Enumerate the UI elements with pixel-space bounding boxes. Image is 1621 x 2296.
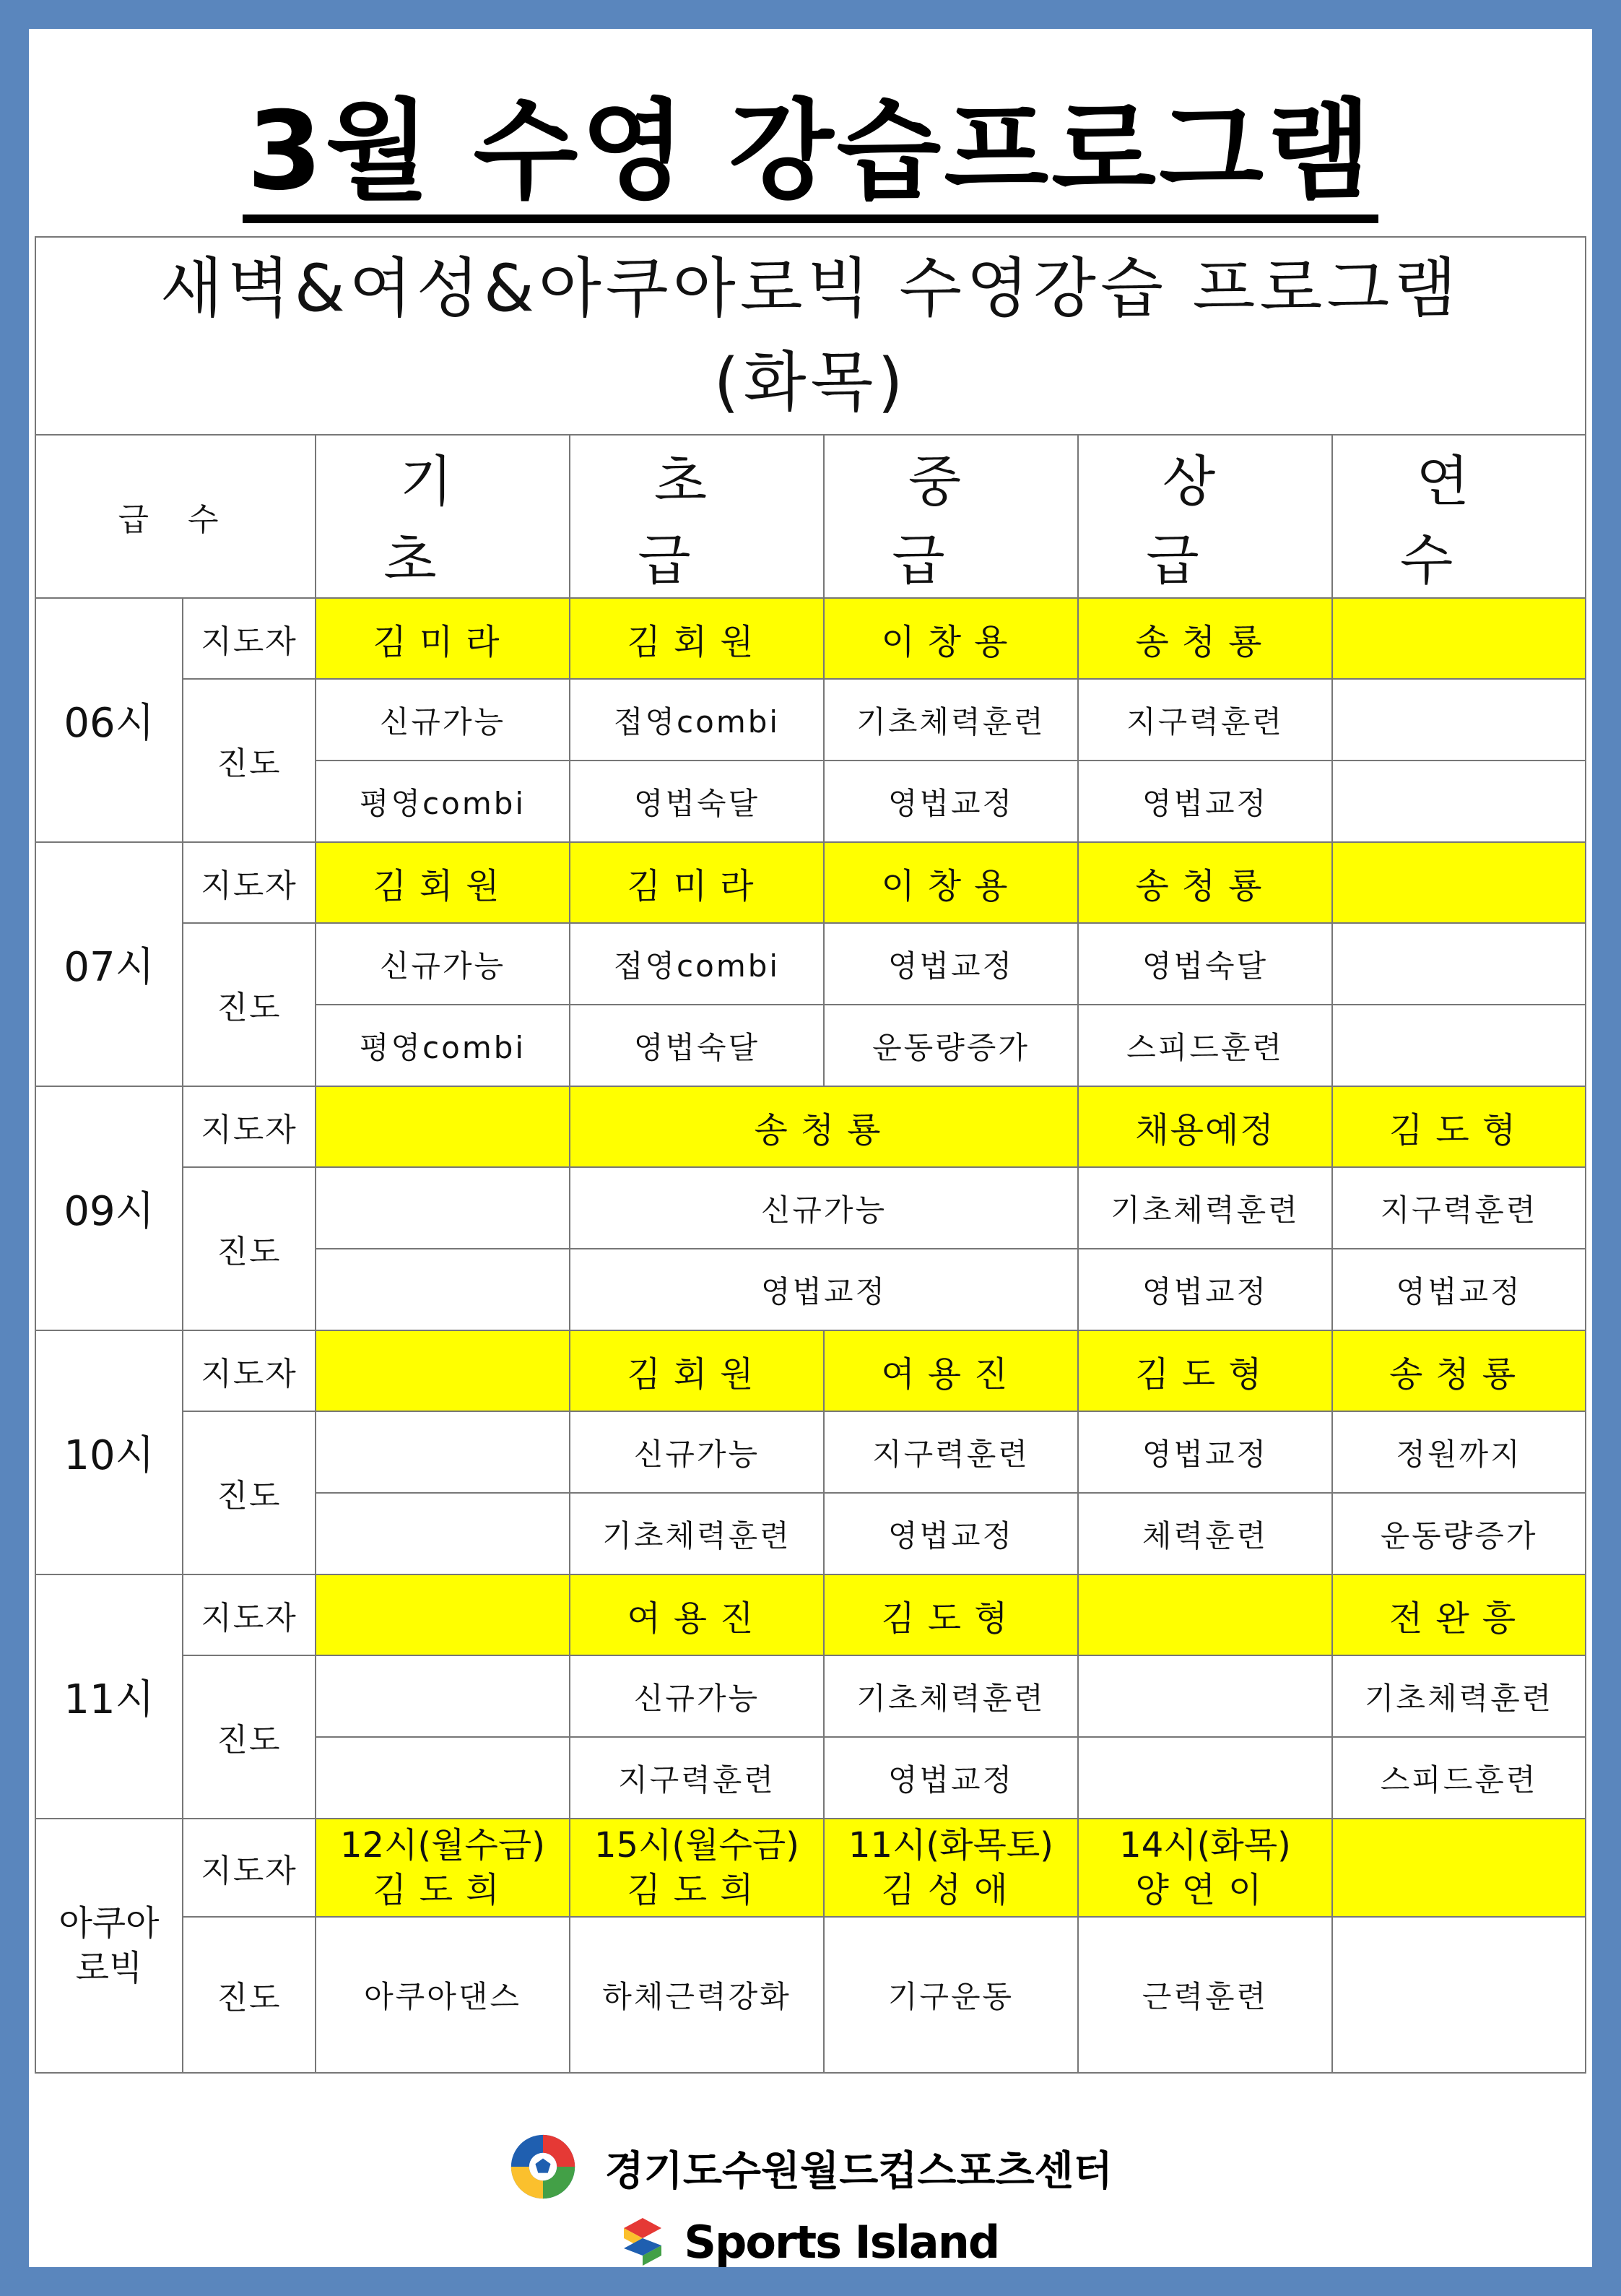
page-title — [29, 87, 1592, 217]
instructor-cell: 김회원 — [570, 598, 824, 679]
aquarobic-class-cell — [1332, 1819, 1586, 1917]
progress-cell: 영법숙달 — [570, 761, 824, 842]
progress-cell: 신규가능 — [570, 1655, 824, 1737]
progress-cell: 스피드훈련 — [1332, 1737, 1586, 1819]
grade-training: 연 수 — [1332, 435, 1586, 598]
progress-cell — [316, 1411, 570, 1493]
organization-line — [29, 2146, 1592, 2201]
aquarobic-label-line2: 로빅 — [75, 1948, 143, 1988]
schedule-table — [35, 236, 1586, 2074]
class-time: 14시(화목) — [1119, 1825, 1291, 1866]
progress-cell — [316, 1167, 570, 1249]
session-09-instructor-row — [35, 1086, 1586, 1167]
instructor-cell: 채용예정 — [1078, 1086, 1332, 1167]
brand-line — [29, 2214, 1592, 2271]
progress-cell: 영법교정 — [824, 1493, 1078, 1574]
progress-cell — [316, 1737, 570, 1819]
class-instructor: 김도희 — [373, 1870, 513, 1910]
session-11-progress-row-1 — [35, 1655, 1586, 1737]
class-instructor: 김성애 — [881, 1870, 1021, 1910]
organization-name: 경기도수원월드컵스포츠센터 — [604, 2148, 1113, 2196]
progress-cell: 정원까지 — [1332, 1411, 1586, 1493]
progress-label: 진도 — [183, 679, 316, 842]
progress-cell — [1078, 1655, 1332, 1737]
aquarobic-content-cell: 근력훈련 — [1078, 1917, 1332, 2073]
aquarobic-content-cell: 기구운동 — [824, 1917, 1078, 2073]
session-10-progress-row-1 — [35, 1411, 1586, 1493]
instructor-cell: 김도형 — [1078, 1330, 1332, 1411]
instructor-cell — [316, 1574, 570, 1655]
instructor-cell — [316, 1086, 570, 1167]
instructor-cell: 김회원 — [316, 842, 570, 923]
progress-cell: 기초체력훈련 — [824, 679, 1078, 761]
instructor-cell: 여용진 — [570, 1574, 824, 1655]
session-time: 06시 — [35, 598, 183, 842]
session-09-progress-row-1 — [35, 1167, 1586, 1249]
instructor-cell-merged: 송청룡 — [570, 1086, 1078, 1167]
session-11-instructor-row — [35, 1574, 1586, 1655]
instructor-cell — [316, 1330, 570, 1411]
grade-beginner: 초 급 — [570, 435, 824, 598]
grade-advanced: 상 급 — [1078, 435, 1332, 598]
progress-cell: 기초체력훈련 — [824, 1655, 1078, 1737]
grade-header-row — [35, 435, 1586, 598]
instructor-cell: 전완흥 — [1332, 1574, 1586, 1655]
progress-cell — [1332, 761, 1586, 842]
session-time: 07시 — [35, 842, 183, 1086]
aquarobic-class-cell — [570, 1819, 824, 1917]
progress-cell-merged: 영법교정 — [570, 1249, 1078, 1330]
progress-cell: 기초체력훈련 — [1078, 1167, 1332, 1249]
soccer-ball-logo-icon — [508, 2132, 578, 2201]
aquarobic-instructor-row — [35, 1819, 1586, 1917]
progress-cell: 접영combi — [570, 679, 824, 761]
progress-cell — [1332, 923, 1586, 1005]
instructor-cell: 김미라 — [316, 598, 570, 679]
progress-cell: 영법교정 — [1078, 1249, 1332, 1330]
aquarobic-class-cell — [316, 1819, 570, 1917]
class-instructor: 김도희 — [627, 1870, 767, 1910]
instructor-cell: 김도형 — [1332, 1086, 1586, 1167]
progress-cell: 지구력훈련 — [824, 1411, 1078, 1493]
progress-cell: 영법교정 — [1078, 1411, 1332, 1493]
aquarobic-label-line1: 아쿠아 — [58, 1903, 160, 1944]
program-title-line2: (화목) — [713, 345, 908, 420]
progress-cell: 평영combi — [316, 761, 570, 842]
session-07-progress-row-1 — [35, 923, 1586, 1005]
instructor-label: 지도자 — [183, 1086, 316, 1167]
class-time: 11시(화목토) — [848, 1825, 1053, 1866]
progress-cell-merged: 신규가능 — [570, 1167, 1078, 1249]
class-time: 12시(월수금) — [339, 1825, 545, 1866]
progress-label: 진도 — [183, 1917, 316, 2073]
instructor-cell — [1332, 598, 1586, 679]
session-time: 11시 — [35, 1574, 183, 1819]
progress-cell: 신규가능 — [316, 923, 570, 1005]
aquarobic-content-cell — [1332, 1917, 1586, 2073]
instructor-cell: 김도형 — [824, 1574, 1078, 1655]
progress-cell: 체력훈련 — [1078, 1493, 1332, 1574]
aquarobic-progress-row — [35, 1917, 1586, 2073]
session-06-progress-row-1 — [35, 679, 1586, 761]
instructor-label: 지도자 — [183, 1819, 316, 1917]
aquarobic-class-cell — [824, 1819, 1078, 1917]
instructor-label: 지도자 — [183, 1574, 316, 1655]
progress-cell — [316, 1655, 570, 1737]
instructor-cell: 여용진 — [824, 1330, 1078, 1411]
progress-cell: 스피드훈련 — [1078, 1005, 1332, 1086]
class-instructor: 양연이 — [1135, 1870, 1275, 1910]
progress-cell: 신규가능 — [316, 679, 570, 761]
progress-cell: 지구력훈련 — [1078, 679, 1332, 761]
brand-s-logo-icon — [622, 2217, 663, 2267]
progress-cell: 영법숙달 — [1078, 923, 1332, 1005]
progress-cell: 지구력훈련 — [570, 1737, 824, 1819]
aquarobic-content-cell: 하체근력강화 — [570, 1917, 824, 2073]
progress-label: 진도 — [183, 1655, 316, 1819]
progress-cell — [1332, 1005, 1586, 1086]
progress-cell: 운동량증가 — [1332, 1493, 1586, 1574]
instructor-cell: 이창용 — [824, 598, 1078, 679]
session-10-instructor-row — [35, 1330, 1586, 1411]
page-title-text: 3월 수영 강습프로그램 — [243, 89, 1378, 223]
progress-cell: 기초체력훈련 — [570, 1493, 824, 1574]
progress-cell: 지구력훈련 — [1332, 1167, 1586, 1249]
program-title — [35, 237, 1586, 435]
progress-cell: 영법교정 — [824, 761, 1078, 842]
session-time: 10시 — [35, 1330, 183, 1574]
instructor-cell — [1078, 1574, 1332, 1655]
instructor-cell — [1332, 842, 1586, 923]
session-07-instructor-row — [35, 842, 1586, 923]
grade-basic: 기 초 — [316, 435, 570, 598]
progress-label: 진도 — [183, 923, 316, 1086]
session-06-instructor-row — [35, 598, 1586, 679]
progress-cell: 평영combi — [316, 1005, 570, 1086]
instructor-cell: 송청룡 — [1332, 1330, 1586, 1411]
progress-cell: 접영combi — [570, 923, 824, 1005]
progress-cell: 영법교정 — [824, 1737, 1078, 1819]
progress-cell — [1332, 679, 1586, 761]
progress-cell: 신규가능 — [570, 1411, 824, 1493]
progress-cell — [316, 1493, 570, 1574]
program-title-line1: 새벽&여성&아쿠아로빅 수영강습 프로그램 — [160, 251, 1461, 326]
progress-cell: 영법교정 — [1078, 761, 1332, 842]
aquarobic-class-cell — [1078, 1819, 1332, 1917]
progress-cell — [1078, 1737, 1332, 1819]
session-time: 09시 — [35, 1086, 183, 1330]
grade-label: 급 수 — [35, 435, 316, 598]
progress-cell: 영법교정 — [1332, 1249, 1586, 1330]
instructor-label: 지도자 — [183, 598, 316, 679]
instructor-label: 지도자 — [183, 1330, 316, 1411]
progress-cell: 운동량증가 — [824, 1005, 1078, 1086]
instructor-label: 지도자 — [183, 842, 316, 923]
aquarobic-content-cell: 아쿠아댄스 — [316, 1917, 570, 2073]
progress-label: 진도 — [183, 1411, 316, 1574]
progress-cell: 영법숙달 — [570, 1005, 824, 1086]
instructor-cell: 김회원 — [570, 1330, 824, 1411]
instructor-cell: 송청룡 — [1078, 842, 1332, 923]
instructor-cell: 이창용 — [824, 842, 1078, 923]
progress-cell: 영법교정 — [824, 923, 1078, 1005]
grade-intermediate: 중 급 — [824, 435, 1078, 598]
schedule-sheet — [29, 29, 1592, 2267]
instructor-cell: 송청룡 — [1078, 598, 1332, 679]
progress-cell: 기초체력훈련 — [1332, 1655, 1586, 1737]
instructor-cell: 김미라 — [570, 842, 824, 923]
class-time: 15시(월수금) — [594, 1825, 799, 1866]
brand-name: Sports Island — [684, 2216, 999, 2269]
aquarobic-label — [35, 1819, 183, 2073]
progress-cell — [316, 1249, 570, 1330]
progress-label: 진도 — [183, 1167, 316, 1330]
